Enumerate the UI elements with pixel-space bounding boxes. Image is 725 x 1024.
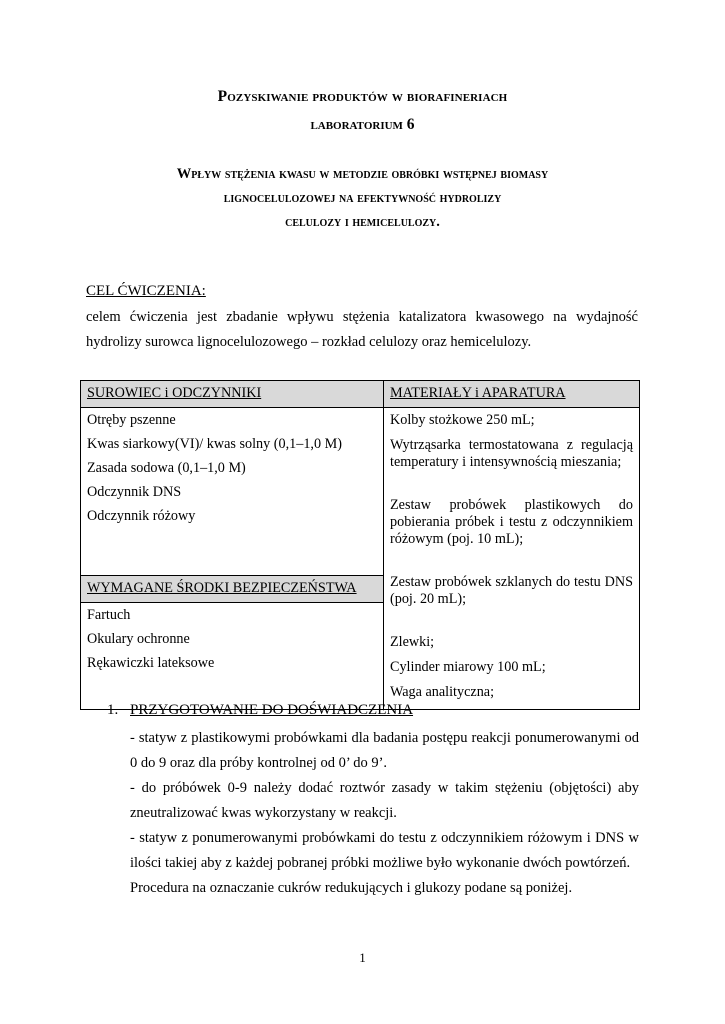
title-line-1: Pozyskiwanie produktów w biorafineriach bbox=[217, 88, 508, 105]
safety-cell bbox=[81, 602, 384, 710]
equipment-item: Cylinder miarowy 100 mL; bbox=[390, 659, 546, 675]
title-line-2: laboratorium 6 bbox=[310, 116, 415, 133]
section-number: 1. bbox=[107, 702, 119, 718]
section-paragraph: Procedura na oznaczanie cukrów redukujących i glukozy podane są poniżej. bbox=[130, 880, 573, 896]
reagent-item: Zasada sodowa (0,1–1,0 M) bbox=[87, 460, 246, 476]
table-header-left: SUROWIEC i ODCZYNNIKI bbox=[81, 381, 384, 408]
subtitle-line-1: Wpływ stężenia kwasu w metodzie obróbki wstępnej biomasy bbox=[176, 166, 549, 182]
section-paragraph: - statyw z plastikowymi probówkami dla badania postępu reakcji ponumerowanymi od 0 do 9 oraz dla próby kontrolnej od 0’ do 9’. bbox=[130, 730, 639, 771]
subtitle-line-3: celulozy i hemicelulozy. bbox=[285, 214, 440, 230]
section-title: PRZYGOTOWANIE DO DOŚWIADCZENIA bbox=[130, 702, 414, 718]
reagents-cell bbox=[81, 408, 384, 576]
page-number: 1 bbox=[359, 950, 366, 965]
equipment-item: Zestaw probówek plastikowych do pobierania próbek i testu z odczynnikiem różowym (poj. 10 mL); bbox=[390, 497, 633, 547]
equipment-item: Zestaw probówek szklanych do testu DNS (poj. 20 mL); bbox=[390, 574, 633, 607]
equipment-item: Wytrząsarka termostatowana z regulacją temperatury i intensywnością mieszania; bbox=[390, 437, 633, 470]
equipment-item: Zlewki; bbox=[390, 634, 435, 650]
safety-header: WYMAGANE ŚRODKI BEZPIECZEŃSTWA bbox=[81, 575, 384, 602]
equipment-cell bbox=[384, 408, 640, 710]
section-body bbox=[130, 726, 639, 901]
safety-item: Rękawiczki lateksowe bbox=[87, 654, 215, 671]
table-header-right: MATERIAŁY i APARATURA bbox=[384, 381, 640, 408]
safety-item: Okulary ochronne bbox=[87, 630, 190, 647]
reagent-item: Odczynnik różowy bbox=[87, 508, 196, 524]
reagent-item: Odczynnik DNS bbox=[87, 484, 182, 500]
equipment-item: Kolby stożkowe 250 mL; bbox=[390, 412, 535, 428]
cel-text: celem ćwiczenia jest zbadanie wpływu stężenia katalizatora kwasowego na wydajność hydrolizy surowca lignocelulozowego – rozkład celulozy oraz hemicelulozy. bbox=[86, 309, 638, 350]
equipment-item: Waga analityczna; bbox=[390, 684, 495, 700]
section-paragraph: - statyw z ponumerowanymi probówkami do testu z odczynnikiem różowym i DNS w ilości takiej aby z każdej pobranej próbki możliwe było wykonanie dwóch powtórzeń. bbox=[130, 830, 639, 871]
safety-item: Fartuch bbox=[87, 606, 131, 623]
materials-table bbox=[80, 380, 640, 710]
subtitle-line-2: lignocelulozowej na efektywność hydrolizy bbox=[223, 190, 502, 206]
reagent-item: Kwas siarkowy(VI)/ kwas solny (0,1–1,0 M) bbox=[87, 436, 342, 452]
section-paragraph: - do próbówek 0-9 należy dodać roztwór zasady w takim stężeniu (objętości) aby zneutralizować kwas wykorzystany w reakcji. bbox=[130, 780, 639, 821]
cel-heading: CEL ĆWICZENIA: bbox=[86, 283, 206, 299]
reagent-item: Otręby pszenne bbox=[87, 412, 176, 428]
